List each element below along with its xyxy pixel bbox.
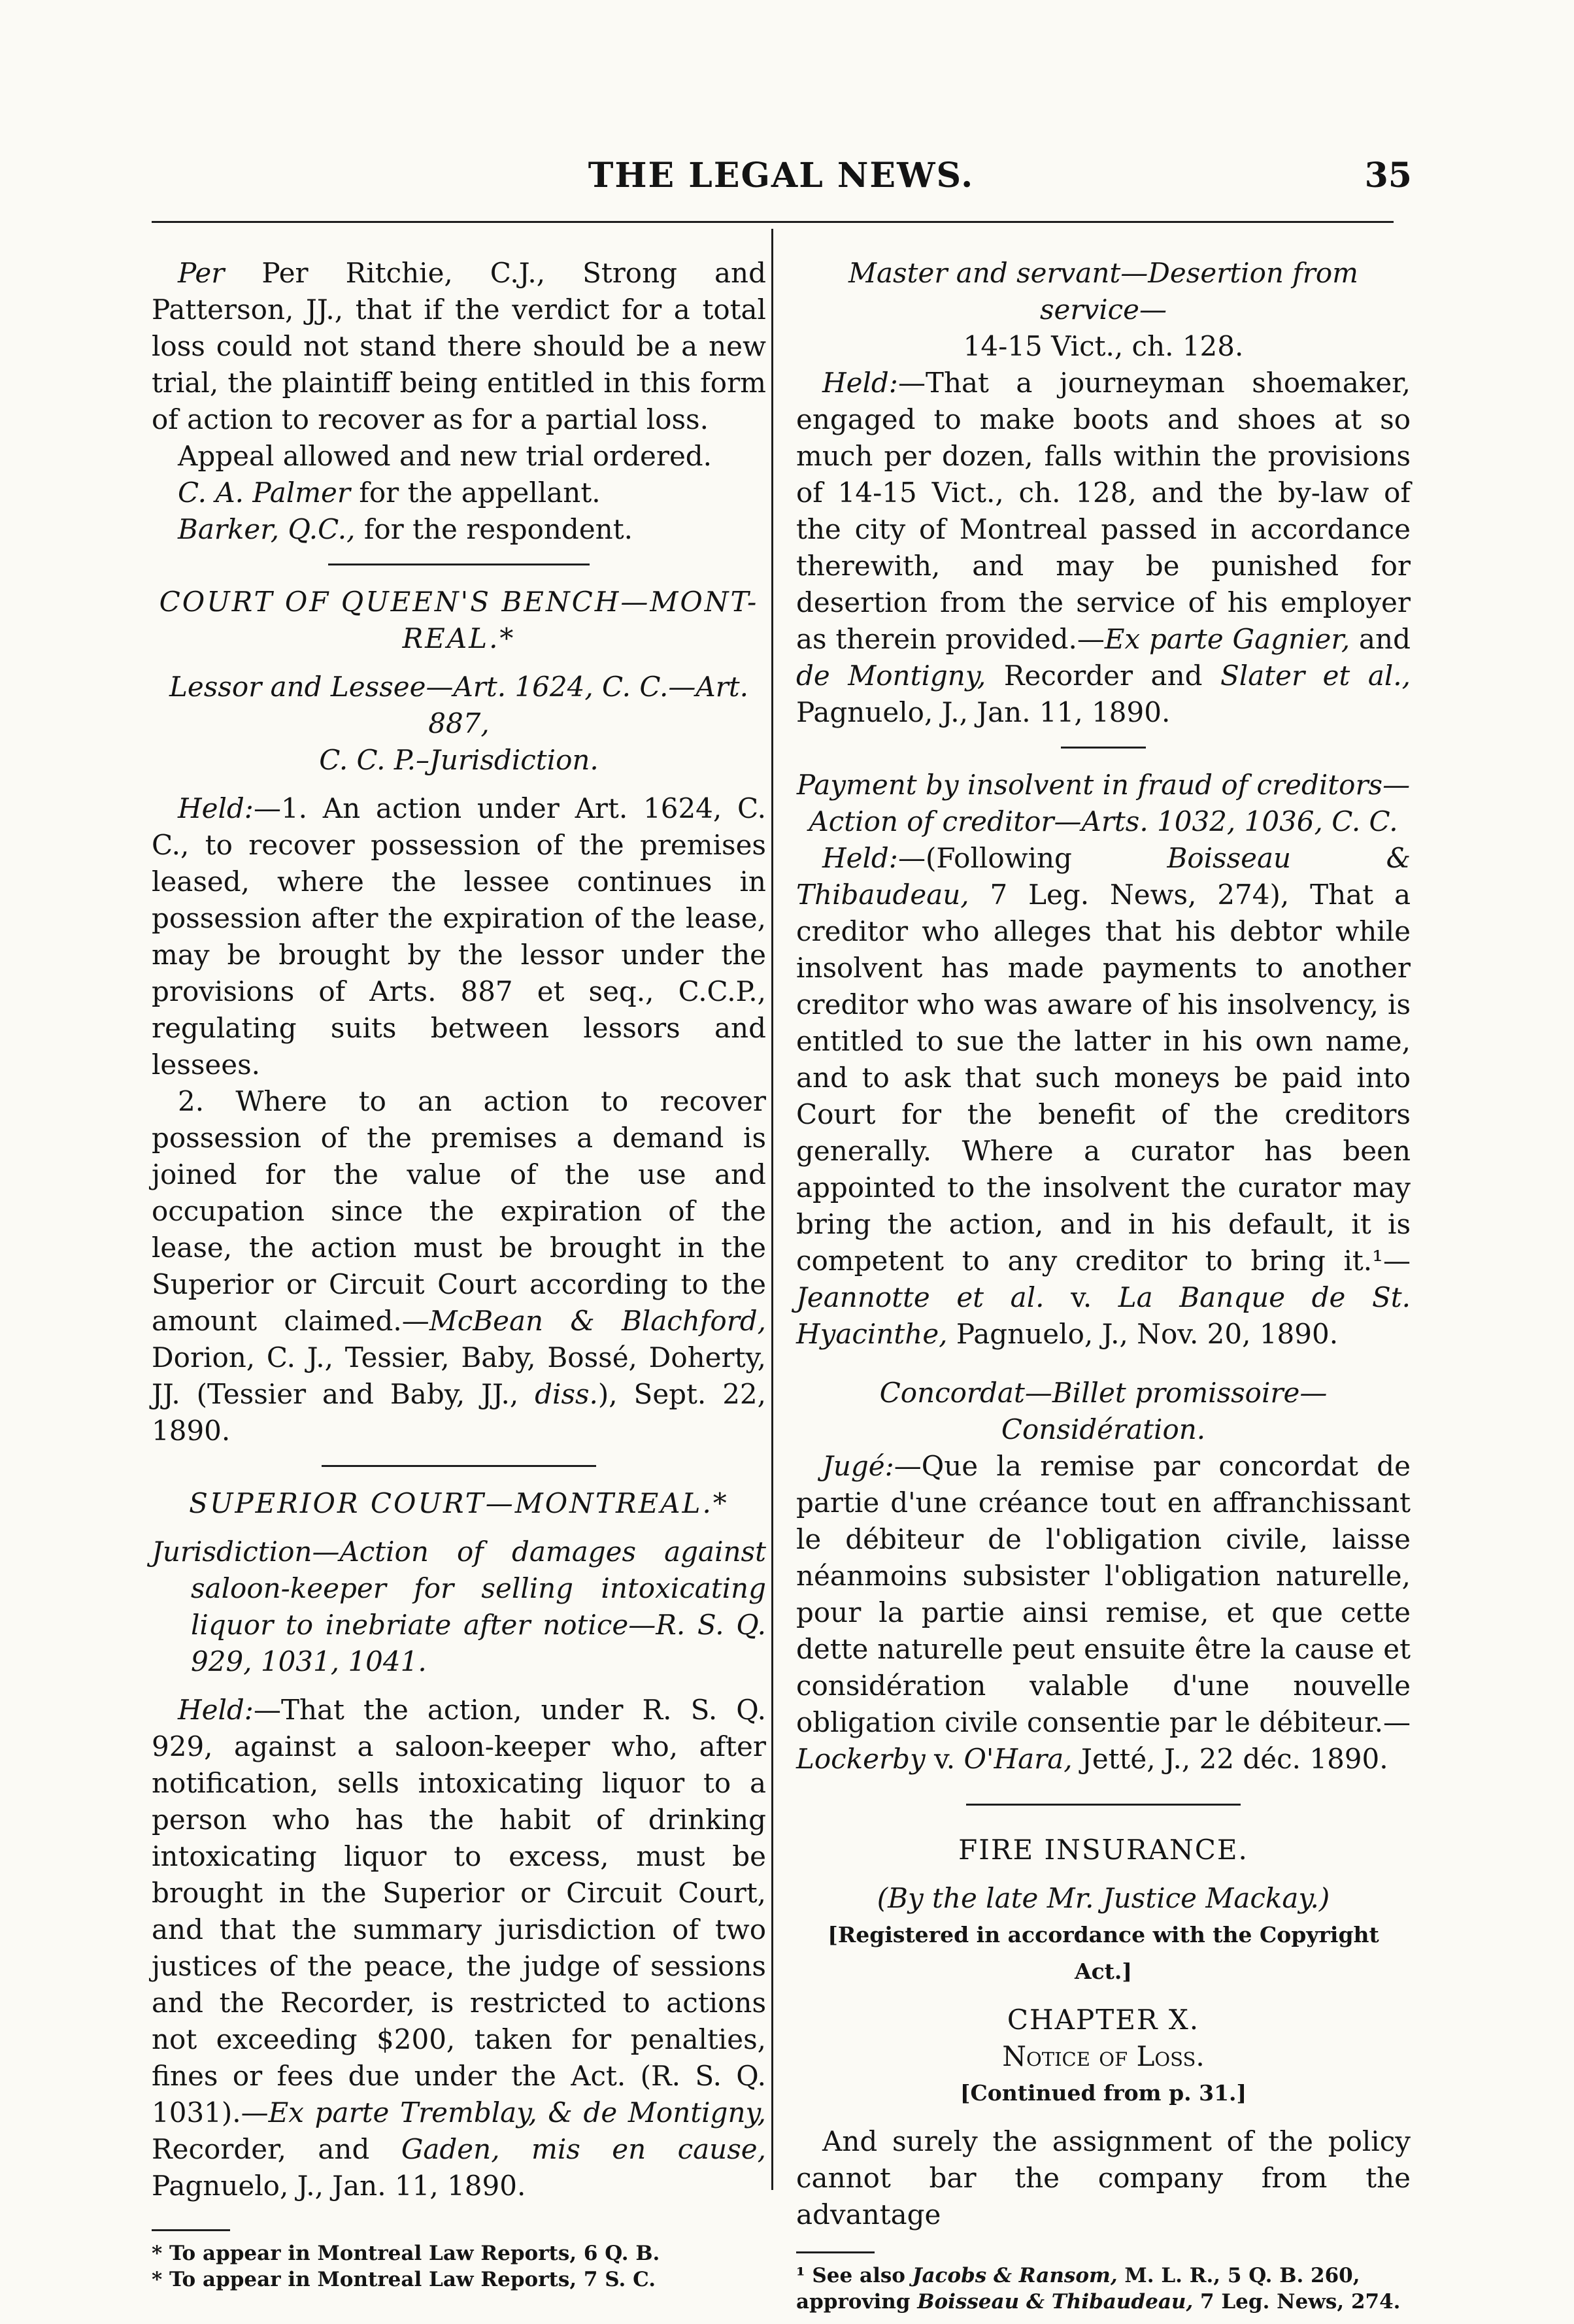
qb-subject-cont: C. C. P.–Jurisdiction. (319, 744, 599, 776)
cc-held: Jugé:—Que la remise par concordat de partie d'une créance tout en affranchissant le débiteur de l'obligation civile, laisse néanmoins subsister l'obligation naturelle, pour la partie ainsi remise, et que cette dette naturelle peut ensuite être la cause et considération valable d'une nouvelle obligation civile consentie par le débiteur.—Lockerby v. O'Hara, Jetté, J., 22 déc. 1890. (796, 1450, 1411, 1775)
header-rule (152, 221, 1394, 223)
qb-held-1: Held:—1. An action under Art. 1624, C. C., to recover possession of the premises leased, where the lessee continues in possession after the expiration of the lease, may be brought by the lessor under the provisions of Arts. 887 et seq., C.C.P., regulating suits between lessors and lessees. (152, 792, 766, 1081)
chapter-title: CHAPTER X. (1007, 2004, 1200, 2036)
page-header (150, 156, 1412, 208)
pi-held: Held:—(Following Boisseau & Thibaudeau, 7 Leg. News, 274), That a creditor who alleges that his debtor while insolvent has made payments to another creditor who was aware of his insolvency, is entitled to sue the latter in his own name, and to ask that such moneys be paid into Court for the benefit of the creditors generally. Where a curator has been appointed to the insolvent the curator may bring the action, and in his default, it is competent to any creditor to bring it.¹—Jeannotte et al. v. La Banque de St. Hyacinthe, Pagnuelo, J., Nov. 20, 1890. (796, 842, 1411, 1350)
footnote-qb: * To appear in Montreal Law Reports, 6 Q. B. (152, 2242, 660, 2265)
ritchie-paragraph: Per Per Ritchie, C.J., Strong and Patterson, JJ., that if the verdict for a total loss could not stand there should be a new trial, the plaintiff being entitled in this form of action to recover as for a partial loss. (152, 257, 766, 435)
copyright-notice: [Registered in accordance with the Copyright Act.] (828, 1922, 1379, 1984)
qb-subject: Lessor and Lessee—Art. 1624, C. C.—Art. 887, (169, 671, 748, 739)
footnote-sc: * To appear in Montreal Law Reports, 7 S. C. (152, 2268, 656, 2291)
ms-held: Held:—That a journeyman shoemaker, engaged to make boots and shoes at so much per dozen, falls within the provisions of 14-15 Vict., ch. 128, and the by-law of the city of Montreal passed in accordance therewith, and may be punished for desertion from the service of his employer as therein provided.—Ex parte Gagnier, and de Montigny, Recorder and Slater et al., Pagnuelo, J., Jan. 11, 1890. (796, 367, 1411, 728)
queens-bench-heading: COURT OF QUEEN'S BENCH—MONT- (159, 586, 759, 618)
cc-subject: Concordat—Billet promissoire—Considération. (879, 1377, 1328, 1445)
footnote-rule (796, 2251, 875, 2253)
ms-subject: Master and servant—Desertion from service— (848, 257, 1358, 326)
section-rule (322, 1465, 596, 1467)
counsel-respondent: Barker, Q.C., for the respondent. (178, 513, 633, 545)
queens-bench-heading-cont: REAL.* (402, 622, 516, 654)
pi-subject-cont: Action of creditor—Arts. 1032, 1036, C. C. (809, 805, 1398, 837)
pi-subject: Payment by insolvent in fraud of creditors— (796, 769, 1411, 801)
counsel-appellant: C. A. Palmer for the appellant. (178, 477, 601, 509)
page-number: 35 (1364, 156, 1412, 195)
section-rule (328, 564, 590, 565)
fire-insurance-byline: (By the late Mr. Justice Mackay.) (877, 1882, 1330, 1914)
sc-subject: Jurisdiction—Action of damages against saloon-keeper for selling intoxicating liquor to inebriate after notice—R. S. Q. 929, 1031, 1041. (152, 1536, 766, 1677)
column-divider (771, 229, 773, 2190)
fire-insurance-body: And surely the assignment of the policy cannot bar the company from the advantage (796, 2125, 1411, 2231)
section-rule (966, 1804, 1241, 1806)
ms-subject-cont: 14-15 Vict., ch. 128. (963, 330, 1244, 362)
footnote-rule (152, 2229, 230, 2231)
left-column (152, 255, 766, 2293)
running-title: THE LEGAL NEWS. (588, 156, 975, 195)
chapter-subtitle: Notice of Loss. (1002, 2040, 1205, 2072)
right-column (796, 255, 1411, 2315)
sc-held: Held:—That the action, under R. S. Q. 929, against a saloon-keeper who, after notification, sells intoxicating liquor to a person who has the habit of drinking intoxicating liquor to excess, must be brought in the Superior or Circuit Court, and that the summary jurisdiction of two justices of the peace, the judge of sessions and the Recorder, is restricted to actions not exceeding $200, taken for penalties, fines or fees due under the Act. (R. S. Q. 1031).—Ex parte Tremblay, & de Montigny, Recorder, and Gaden, mis en cause, Pagnuelo, J., Jan. 11, 1890. (152, 1694, 766, 2202)
fire-insurance-title: FIRE INSURANCE. (958, 1834, 1248, 1866)
section-rule (1061, 747, 1146, 749)
continued-note: [Continued from p. 31.] (960, 2080, 1247, 2106)
appeal-result: Appeal allowed and new trial ordered. (178, 440, 712, 472)
superior-court-heading: SUPERIOR COURT—MONTREAL.* (189, 1487, 729, 1519)
footnote-1: ¹ See also Jacobs & Ransom, M. L. R., 5 Q. B. 260, approving Boisseau & Thibaudeau, 7 Leg. News, 274. (796, 2264, 1401, 2314)
qb-held-2: 2. Where to an action to recover possession of the premises a demand is joined for the value of the use and occupation since the expiration of the lease, the action must be brought in the Superior or Circuit Court according to the amount claimed.—McBean & Blachford, Dorion, C. J., Tessier, Baby, Bossé, Doherty, JJ. (Tessier and Baby, JJ., diss.), Sept. 22, 1890. (152, 1085, 767, 1447)
